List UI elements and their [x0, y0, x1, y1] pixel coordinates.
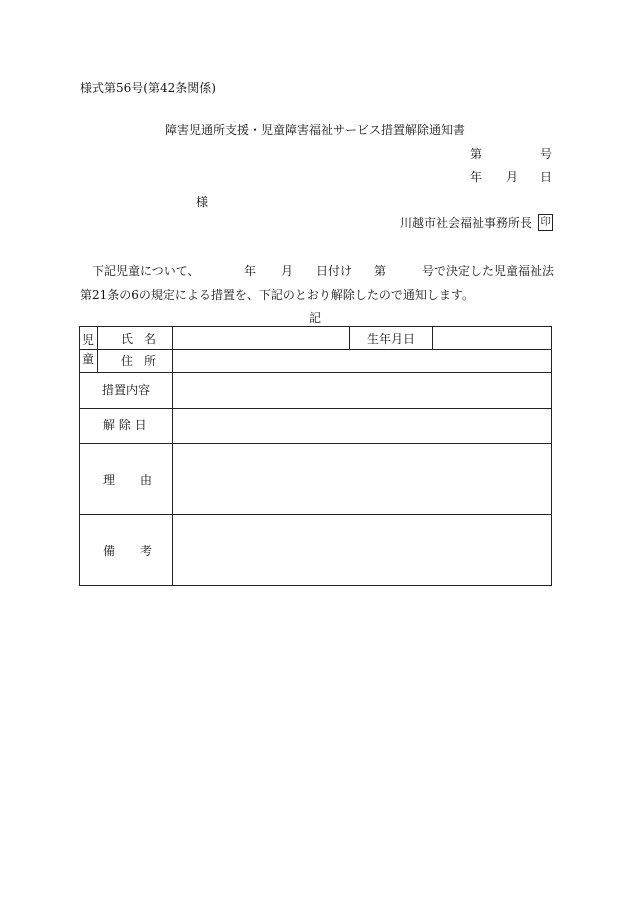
child-label-1: 児 — [82, 333, 95, 347]
address-label-2: 所 — [144, 354, 157, 368]
addressee-honorific: 様 — [196, 195, 209, 209]
name-label-2: 名 — [144, 332, 157, 346]
remarks-label-2: 考 — [140, 544, 153, 558]
name-field[interactable] — [173, 327, 349, 349]
date-month-label: 月 — [506, 170, 519, 184]
form-number: 様式第56号(第42条関係) — [80, 81, 216, 95]
body-decision-text: 号で決定した児童福祉法 — [422, 264, 555, 278]
remarks-field[interactable] — [173, 515, 551, 585]
address-label-1: 住 — [121, 354, 134, 368]
measure-content-label: 措置内容 — [102, 383, 151, 397]
table-rule-name-end — [349, 327, 350, 349]
name-label-1: 氏 — [121, 332, 134, 346]
birthdate-label: 生年月日 — [367, 332, 416, 346]
measure-content-field[interactable] — [173, 373, 551, 408]
birthdate-field[interactable] — [433, 327, 551, 349]
body-year-label: 年 — [244, 264, 257, 278]
reason-field[interactable] — [173, 444, 551, 514]
body-notice-text: 第21条の6の規定による措置を、下記のとおり解除したので通知します。 — [80, 288, 474, 302]
child-label-2: 童 — [82, 352, 95, 366]
reference-number-suffix: 号 — [540, 147, 553, 161]
body-day-label: 日付け — [316, 264, 353, 278]
reason-label-2: 由 — [140, 473, 153, 487]
date-year-label: 年 — [470, 170, 483, 184]
document-title: 障害児通所支援・児童障害福祉サービス措置解除通知書 — [164, 123, 465, 137]
reason-label-1: 理 — [103, 473, 116, 487]
release-date-field[interactable] — [173, 409, 551, 443]
address-field[interactable] — [173, 350, 551, 372]
release-date-label: 解 除 日 — [103, 418, 147, 432]
body-month-label: 月 — [281, 264, 294, 278]
body-subject-text: 下記児童について、 — [92, 264, 200, 278]
seal-stamp: 印 — [538, 214, 553, 231]
ki-heading: 記 — [308, 311, 321, 325]
body-number-prefix: 第 — [374, 264, 387, 278]
date-day-label: 日 — [540, 170, 553, 184]
table-rule-child-column — [97, 327, 98, 372]
issuer-name: 川越市社会福祉事務所長 — [400, 216, 533, 230]
notice-table — [79, 326, 552, 586]
remarks-label-1: 備 — [103, 544, 116, 558]
reference-number-prefix: 第 — [470, 147, 483, 161]
